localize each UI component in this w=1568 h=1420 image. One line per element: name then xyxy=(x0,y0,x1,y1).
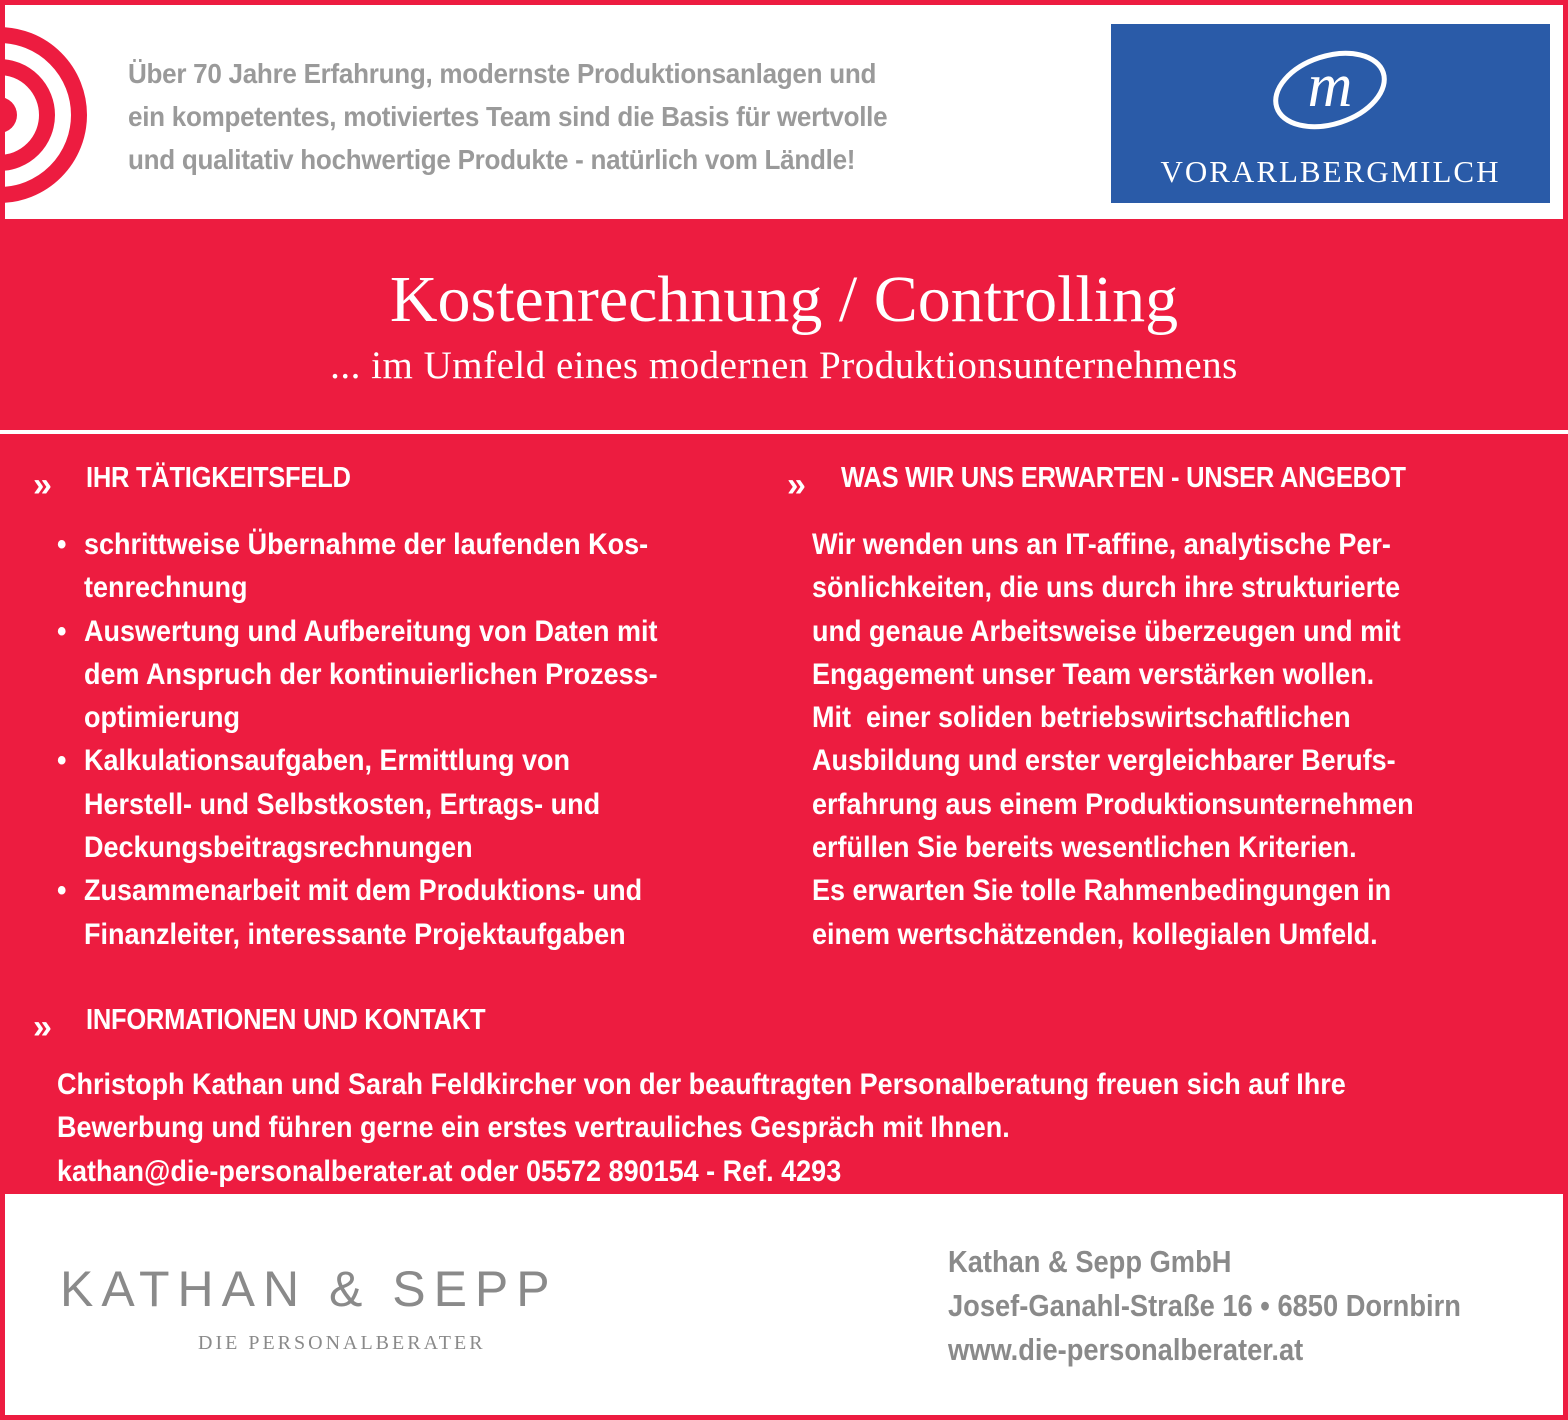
list-item-line: tenrechnung xyxy=(84,571,248,605)
paragraph-line: und genaue Arbeitsweise überzeugen und mit xyxy=(812,614,1401,648)
section-heading-kontakt: INFORMATIONEN UND KONTAKT xyxy=(86,1004,486,1036)
paragraph-line: Wir wenden uns an IT-affine, analytische Per- xyxy=(812,528,1391,561)
list-item-line: dem Anspruch der kontinuierlichen Prozess- xyxy=(84,657,658,691)
paragraph-line: Bewerbung und führen gerne ein erstes vertrauliches Gespräch mit Ihnen. xyxy=(57,1111,1010,1145)
page-title: Kostenrechnung / Controlling xyxy=(389,263,1179,336)
task-list xyxy=(57,523,750,956)
paragraph-line: sönlichkeiten, die uns durch ihre strukturierte xyxy=(812,571,1401,605)
contact-email-phone[interactable]: kathan@die-personalberater.at oder 05572 890154 - Ref. 4293 xyxy=(57,1154,842,1188)
list-item xyxy=(57,610,750,740)
list-item xyxy=(57,523,750,610)
street-address: Josef-Ganahl-Straße 16 • 6850 Dornbirn xyxy=(948,1288,1461,1323)
section-heading-angebot: WAS WIR UNS ERWARTEN - UNSER ANGEBOT xyxy=(841,462,1406,494)
vorarlbergmilch-logo xyxy=(1111,24,1550,203)
paragraph-line: Mit einer soliden betriebswirtschaftlichen xyxy=(812,701,1351,735)
chevron-icon: » xyxy=(787,466,801,504)
target-rings-icon xyxy=(5,25,99,205)
list-item xyxy=(57,869,750,956)
list-item-line: • Auswertung und Aufbereitung von Daten mit xyxy=(84,614,658,648)
paragraph-line: erfüllen Sie bereits wesentlichen Kriterien. xyxy=(812,831,1357,865)
intro-line: und qualitativ hochwertige Produkte - natürlich vom Ländle! xyxy=(128,144,856,175)
logo-mark-text: m xyxy=(1307,52,1353,120)
paragraph-line: Christoph Kathan und Sarah Feldkircher von der beauftragten Personalberatung freuen sich auf Ihre xyxy=(57,1068,1346,1101)
header-panel xyxy=(5,5,1563,219)
list-item-line: Herstell- und Selbstkosten, Ertrags- und xyxy=(84,787,601,821)
section-heading-taetigkeitsfeld: IHR TÄTIGKEITSFELD xyxy=(86,462,351,494)
intro-text xyxy=(128,52,1012,181)
intro-line: Über 70 Jahre Erfahrung, modernste Produktionsanlagen und xyxy=(128,58,877,89)
paragraph-line: Es erwarten Sie tolle Rahmenbedingungen in xyxy=(812,874,1392,908)
chevron-icon: » xyxy=(33,1008,47,1046)
company-name: Kathan & Sepp GmbH xyxy=(948,1244,1232,1279)
paragraph-line: einem wertschätzenden, kollegialen Umfeld. xyxy=(812,917,1378,951)
list-item-line: Finanzleiter, interessante Projektaufgaben xyxy=(84,917,626,951)
paragraph-line: erfahrung aus einem Produktionsunternehmen xyxy=(812,787,1414,821)
kathan-sepp-logo: KATHAN & SEPP xyxy=(60,1261,558,1317)
paragraph-line: Ausbildung und erster vergleichbarer Berufs- xyxy=(812,744,1396,778)
footer-panel xyxy=(5,1194,1563,1415)
company-address xyxy=(948,1240,1461,1372)
chevron-icon: » xyxy=(33,466,47,504)
contact-paragraph xyxy=(57,1063,1515,1193)
list-item-line: Deckungsbeitragsrechnungen xyxy=(84,831,473,865)
offer-paragraph xyxy=(812,523,1505,956)
list-item xyxy=(57,739,750,869)
list-item-line: optimierung xyxy=(84,701,240,735)
divider xyxy=(0,430,1568,434)
kathan-sepp-tagline: DIE PERSONALBERATER xyxy=(198,1332,486,1354)
list-item-line: • Kalkulationsaufgaben, Ermittlung von xyxy=(84,744,571,778)
logo-text: VORARLBERGMILCH xyxy=(1160,154,1501,189)
list-item-line: • schrittweise Übernahme der laufenden Kos- xyxy=(84,528,649,561)
page-subtitle: ... im Umfeld eines modernen Produktionsunternehmens xyxy=(330,344,1238,387)
website-link[interactable]: www.die-personalberater.at xyxy=(948,1332,1304,1367)
vorarlbergmilch-mark-icon xyxy=(1266,42,1394,138)
paragraph-line: Engagement unser Team verstärken wollen. xyxy=(812,657,1375,691)
intro-line: ein kompetentes, motiviertes Team sind die Basis für wertvolle xyxy=(128,101,888,132)
list-item-line: • Zusammenarbeit mit dem Produktions- und xyxy=(84,874,643,908)
